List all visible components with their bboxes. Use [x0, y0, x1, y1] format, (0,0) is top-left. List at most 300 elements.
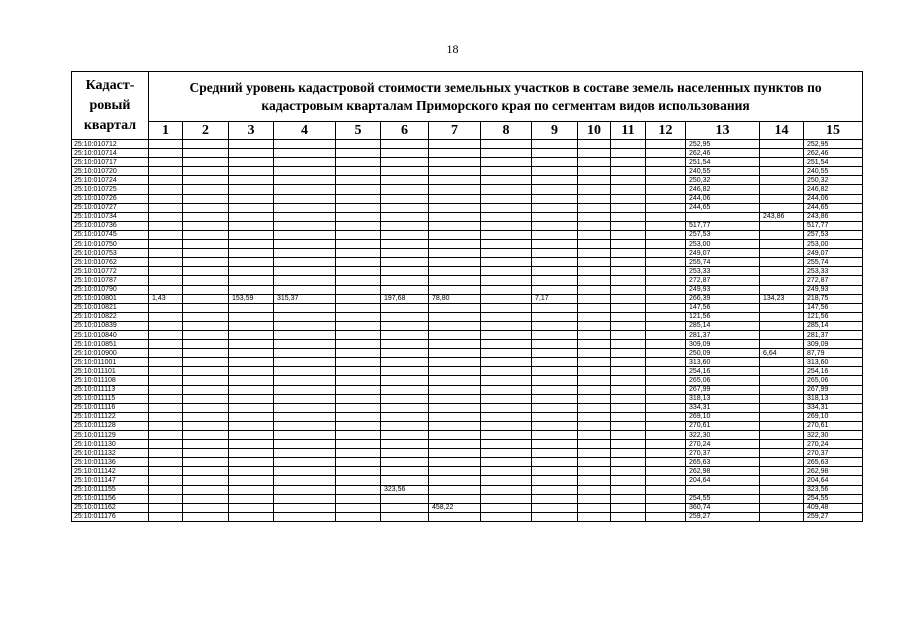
segment-value-col-14 — [760, 503, 804, 512]
segment-value-col-7 — [429, 267, 481, 276]
segment-value-col-1 — [149, 285, 183, 294]
table-row — [72, 385, 863, 394]
segment-value-col-13: 267,99 — [686, 385, 760, 394]
segment-value-col-7 — [429, 358, 481, 367]
segment-value-col-4 — [274, 403, 336, 412]
segment-value-col-4 — [274, 321, 336, 330]
segment-value-col-12 — [646, 330, 686, 339]
segment-value-col-7 — [429, 303, 481, 312]
segment-value-col-4 — [274, 258, 336, 267]
segment-value-col-9 — [532, 458, 578, 467]
segment-value-col-4 — [274, 485, 336, 494]
segment-value-col-3 — [229, 158, 274, 167]
segment-value-col-14 — [760, 431, 804, 440]
segment-value-col-10 — [578, 140, 611, 149]
segment-value-col-14 — [760, 321, 804, 330]
segment-value-col-8 — [481, 321, 532, 330]
segment-value-col-13: 285,14 — [686, 321, 760, 330]
segment-value-col-2 — [183, 194, 229, 203]
segment-value-col-6 — [381, 376, 429, 385]
cadastral-quarter-code: 25:10:010736 — [72, 221, 149, 230]
segment-value-col-13: 255,74 — [686, 258, 760, 267]
segment-value-col-8 — [481, 221, 532, 230]
segment-value-col-9 — [532, 149, 578, 158]
segment-value-col-15: 218,75 — [804, 294, 863, 303]
segment-value-col-1 — [149, 185, 183, 194]
segment-value-col-9 — [532, 330, 578, 339]
segment-value-col-11 — [611, 230, 646, 239]
segment-value-col-14 — [760, 149, 804, 158]
segment-value-col-5 — [336, 167, 381, 176]
segment-value-col-6 — [381, 321, 429, 330]
segment-value-col-10 — [578, 167, 611, 176]
segment-value-col-9 — [532, 140, 578, 149]
segment-value-col-8 — [481, 431, 532, 440]
segment-value-col-9 — [532, 203, 578, 212]
segment-value-col-11 — [611, 412, 646, 421]
segment-value-col-1 — [149, 458, 183, 467]
segment-value-col-11 — [611, 503, 646, 512]
cadastral-quarter-code: 25:10:010851 — [72, 340, 149, 349]
segment-value-col-1 — [149, 321, 183, 330]
segment-value-col-9 — [532, 394, 578, 403]
table-row — [72, 303, 863, 312]
segment-value-col-12 — [646, 403, 686, 412]
segment-value-col-5 — [336, 267, 381, 276]
segment-value-col-5 — [336, 485, 381, 494]
segment-value-col-10 — [578, 258, 611, 267]
table-row — [72, 403, 863, 412]
segment-value-col-3 — [229, 167, 274, 176]
segment-value-col-7 — [429, 458, 481, 467]
segment-value-col-7 — [429, 312, 481, 321]
segment-value-col-2 — [183, 212, 229, 221]
segment-value-col-10 — [578, 503, 611, 512]
segment-value-col-14 — [760, 340, 804, 349]
segment-value-col-13: 252,95 — [686, 140, 760, 149]
segment-value-col-12 — [646, 358, 686, 367]
segment-value-col-6 — [381, 394, 429, 403]
segment-value-col-14 — [760, 367, 804, 376]
segment-value-col-10 — [578, 330, 611, 339]
segment-value-col-5 — [336, 221, 381, 230]
cadastral-quarter-code: 25:10:010725 — [72, 185, 149, 194]
segment-value-col-8 — [481, 176, 532, 185]
segment-value-col-10 — [578, 212, 611, 221]
segment-value-col-2 — [183, 303, 229, 312]
segment-value-col-7 — [429, 221, 481, 230]
segment-value-col-15: 270,37 — [804, 449, 863, 458]
cadastral-quarter-code: 25:10:010717 — [72, 158, 149, 167]
segment-value-col-6 — [381, 267, 429, 276]
segment-value-col-6 — [381, 440, 429, 449]
segment-value-col-11 — [611, 512, 646, 521]
segment-value-col-1 — [149, 494, 183, 503]
segment-value-col-2 — [183, 249, 229, 258]
segment-value-col-4 — [274, 194, 336, 203]
segment-value-col-6 — [381, 431, 429, 440]
table-row — [72, 476, 863, 485]
segment-value-col-1 — [149, 194, 183, 203]
segment-value-col-7 — [429, 185, 481, 194]
segment-value-col-10 — [578, 421, 611, 430]
segment-value-col-2 — [183, 512, 229, 521]
column-number-3: 3 — [229, 122, 274, 140]
segment-value-col-13: 244,06 — [686, 194, 760, 203]
segment-value-col-7 — [429, 167, 481, 176]
segment-value-col-8 — [481, 149, 532, 158]
segment-value-col-3 — [229, 185, 274, 194]
segment-value-col-1 — [149, 203, 183, 212]
segment-value-col-13: 262,46 — [686, 149, 760, 158]
segment-value-col-7 — [429, 176, 481, 185]
segment-value-col-12 — [646, 221, 686, 230]
segment-value-col-3 — [229, 421, 274, 430]
segment-value-col-5 — [336, 330, 381, 339]
segment-value-col-2 — [183, 203, 229, 212]
segment-value-col-15: 254,55 — [804, 494, 863, 503]
cadastral-quarter-code: 25:10:010821 — [72, 303, 149, 312]
segment-value-col-4 — [274, 394, 336, 403]
segment-value-col-8 — [481, 367, 532, 376]
table-row — [72, 376, 863, 385]
table-row — [72, 285, 863, 294]
segment-value-col-12 — [646, 294, 686, 303]
segment-value-col-12 — [646, 494, 686, 503]
segment-value-col-1 — [149, 367, 183, 376]
segment-value-col-9 — [532, 258, 578, 267]
segment-value-col-14 — [760, 258, 804, 267]
segment-value-col-8 — [481, 458, 532, 467]
segment-value-col-4 — [274, 140, 336, 149]
segment-value-col-7 — [429, 385, 481, 394]
segment-value-col-8 — [481, 476, 532, 485]
segment-value-col-3 — [229, 258, 274, 267]
segment-value-col-13: 262,98 — [686, 467, 760, 476]
segment-value-col-6 — [381, 503, 429, 512]
segment-value-col-4 — [274, 149, 336, 158]
segment-value-col-5 — [336, 467, 381, 476]
column-number-7: 7 — [429, 122, 481, 140]
segment-value-col-14 — [760, 203, 804, 212]
segment-value-col-2 — [183, 467, 229, 476]
segment-value-col-8 — [481, 294, 532, 303]
segment-value-col-15: 409,48 — [804, 503, 863, 512]
segment-value-col-11 — [611, 258, 646, 267]
segment-value-col-15: 269,10 — [804, 412, 863, 421]
table-row — [72, 330, 863, 339]
segment-value-col-14 — [760, 276, 804, 285]
segment-value-col-7 — [429, 258, 481, 267]
segment-value-col-5 — [336, 230, 381, 239]
segment-value-col-1 — [149, 394, 183, 403]
segment-value-col-12 — [646, 167, 686, 176]
segment-value-col-11 — [611, 194, 646, 203]
segment-value-col-11 — [611, 385, 646, 394]
segment-value-col-13: 253,00 — [686, 240, 760, 249]
table-row — [72, 276, 863, 285]
segment-value-col-15: 313,60 — [804, 358, 863, 367]
segment-value-col-4 — [274, 467, 336, 476]
segment-value-col-2 — [183, 449, 229, 458]
segment-value-col-8 — [481, 485, 532, 494]
segment-value-col-2 — [183, 385, 229, 394]
table-row — [72, 394, 863, 403]
segment-value-col-1 — [149, 303, 183, 312]
segment-value-col-1 — [149, 249, 183, 258]
segment-value-col-9 — [532, 176, 578, 185]
segment-value-col-13 — [686, 212, 760, 221]
segment-value-col-4 — [274, 212, 336, 221]
segment-value-col-8 — [481, 240, 532, 249]
segment-value-col-12 — [646, 176, 686, 185]
segment-value-col-5 — [336, 340, 381, 349]
segment-value-col-9 — [532, 240, 578, 249]
segment-value-col-2 — [183, 140, 229, 149]
segment-value-col-6 — [381, 303, 429, 312]
segment-value-col-11 — [611, 312, 646, 321]
segment-value-col-8 — [481, 385, 532, 394]
segment-value-col-15: 270,24 — [804, 440, 863, 449]
segment-value-col-7 — [429, 212, 481, 221]
segment-value-col-6 — [381, 349, 429, 358]
segment-value-col-7 — [429, 149, 481, 158]
segment-value-col-13: 270,24 — [686, 440, 760, 449]
segment-value-col-1 — [149, 512, 183, 521]
cadastral-quarter-code: 25:10:011130 — [72, 440, 149, 449]
segment-value-col-11 — [611, 203, 646, 212]
segment-value-col-11 — [611, 449, 646, 458]
segment-value-col-3 — [229, 431, 274, 440]
segment-value-col-13: 281,37 — [686, 330, 760, 339]
segment-value-col-10 — [578, 440, 611, 449]
segment-value-col-11 — [611, 440, 646, 449]
segment-value-col-15: 249,93 — [804, 285, 863, 294]
segment-value-col-1 — [149, 230, 183, 239]
segment-value-col-10 — [578, 458, 611, 467]
table-row — [72, 312, 863, 321]
segment-value-col-1 — [149, 330, 183, 339]
segment-value-col-14 — [760, 140, 804, 149]
segment-value-col-6 — [381, 330, 429, 339]
segment-value-col-7 — [429, 476, 481, 485]
segment-value-col-8 — [481, 412, 532, 421]
segment-value-col-3 — [229, 149, 274, 158]
segment-value-col-4 — [274, 349, 336, 358]
cadastral-quarter-code: 25:10:010840 — [72, 330, 149, 339]
segment-value-col-2 — [183, 276, 229, 285]
segment-value-col-9 — [532, 276, 578, 285]
segment-value-col-9 — [532, 385, 578, 394]
segment-value-col-4 — [274, 267, 336, 276]
segment-value-col-2 — [183, 230, 229, 239]
segment-value-col-9 — [532, 440, 578, 449]
segment-value-col-6: 197,68 — [381, 294, 429, 303]
segment-value-col-4 — [274, 230, 336, 239]
segment-value-col-15: 265,63 — [804, 458, 863, 467]
segment-value-col-6 — [381, 340, 429, 349]
cadastral-quarter-code: 25:10:011176 — [72, 512, 149, 521]
segment-value-col-11 — [611, 167, 646, 176]
segment-value-col-5 — [336, 140, 381, 149]
segment-value-col-9: 7,17 — [532, 294, 578, 303]
segment-value-col-10 — [578, 449, 611, 458]
cadastral-quarter-code: 25:10:010745 — [72, 230, 149, 239]
segment-value-col-7: 458,22 — [429, 503, 481, 512]
table-row — [72, 258, 863, 267]
segment-value-col-1 — [149, 149, 183, 158]
segment-value-col-14 — [760, 330, 804, 339]
segment-value-col-14 — [760, 167, 804, 176]
segment-value-col-14 — [760, 449, 804, 458]
segment-value-col-14 — [760, 194, 804, 203]
segment-value-col-10 — [578, 394, 611, 403]
segment-value-col-13: 272,87 — [686, 276, 760, 285]
segment-value-col-14 — [760, 249, 804, 258]
segment-value-col-3 — [229, 230, 274, 239]
segment-value-col-3 — [229, 412, 274, 421]
segment-value-col-10 — [578, 203, 611, 212]
table-row — [72, 467, 863, 476]
segment-value-col-3 — [229, 394, 274, 403]
cadastral-quarter-code: 25:10:011132 — [72, 449, 149, 458]
segment-value-col-3 — [229, 503, 274, 512]
segment-value-col-10 — [578, 476, 611, 485]
cadastral-quarter-code: 25:10:011162 — [72, 503, 149, 512]
segment-value-col-5 — [336, 185, 381, 194]
segment-value-col-2 — [183, 340, 229, 349]
segment-value-col-2 — [183, 494, 229, 503]
segment-value-col-5 — [336, 385, 381, 394]
segment-value-col-9 — [532, 367, 578, 376]
segment-value-col-15: 265,06 — [804, 376, 863, 385]
segment-value-col-11 — [611, 485, 646, 494]
cadastral-quarter-code: 25:10:011156 — [72, 494, 149, 503]
segment-value-col-12 — [646, 249, 686, 258]
segment-value-col-5 — [336, 358, 381, 367]
segment-value-col-2 — [183, 367, 229, 376]
segment-value-col-14 — [760, 440, 804, 449]
segment-value-col-15: 244,65 — [804, 203, 863, 212]
column-number-2: 2 — [183, 122, 229, 140]
segment-value-col-9 — [532, 194, 578, 203]
segment-value-col-10 — [578, 385, 611, 394]
segment-value-col-4 — [274, 421, 336, 430]
segment-value-col-7 — [429, 367, 481, 376]
segment-value-col-7 — [429, 512, 481, 521]
segment-value-col-12 — [646, 276, 686, 285]
segment-value-col-4 — [274, 431, 336, 440]
table-row — [72, 321, 863, 330]
cadastral-quarter-code: 25:10:011136 — [72, 458, 149, 467]
segment-value-col-3 — [229, 303, 274, 312]
segment-value-col-11 — [611, 467, 646, 476]
segment-value-col-5 — [336, 412, 381, 421]
column-number-15: 15 — [804, 122, 863, 140]
segment-value-col-8 — [481, 449, 532, 458]
segment-value-col-2 — [183, 458, 229, 467]
segment-value-col-2 — [183, 403, 229, 412]
segment-value-col-4 — [274, 385, 336, 394]
column-number-4: 4 — [274, 122, 336, 140]
segment-value-col-13: 250,32 — [686, 176, 760, 185]
segment-value-col-8 — [481, 185, 532, 194]
segment-value-col-15: 257,53 — [804, 230, 863, 239]
segment-value-col-15: 244,06 — [804, 194, 863, 203]
segment-value-col-4 — [274, 312, 336, 321]
segment-value-col-13: 253,33 — [686, 267, 760, 276]
segment-value-col-13: 270,37 — [686, 449, 760, 458]
segment-value-col-2 — [183, 330, 229, 339]
segment-value-col-12 — [646, 458, 686, 467]
segment-value-col-11 — [611, 340, 646, 349]
segment-value-col-11 — [611, 494, 646, 503]
segment-value-col-15: 121,56 — [804, 312, 863, 321]
segment-value-col-2 — [183, 421, 229, 430]
segment-value-col-12 — [646, 467, 686, 476]
segment-value-col-15: 253,33 — [804, 267, 863, 276]
segment-value-col-14: 243,86 — [760, 212, 804, 221]
segment-value-col-10 — [578, 467, 611, 476]
segment-value-col-5 — [336, 394, 381, 403]
segment-value-col-14 — [760, 512, 804, 521]
segment-value-col-6 — [381, 249, 429, 258]
column-number-14: 14 — [760, 122, 804, 140]
segment-value-col-15: 318,13 — [804, 394, 863, 403]
segment-value-col-13: 240,55 — [686, 167, 760, 176]
table-row — [72, 494, 863, 503]
segment-value-col-8 — [481, 340, 532, 349]
segment-value-col-12 — [646, 203, 686, 212]
segment-value-col-2 — [183, 149, 229, 158]
cadastral-quarter-code: 25:10:010787 — [72, 276, 149, 285]
cadastral-quarter-code: 25:10:011115 — [72, 394, 149, 403]
segment-value-col-2 — [183, 485, 229, 494]
segment-value-col-1 — [149, 403, 183, 412]
segment-value-col-7 — [429, 431, 481, 440]
segment-value-col-14 — [760, 303, 804, 312]
segment-value-col-5 — [336, 285, 381, 294]
table-row — [72, 158, 863, 167]
segment-value-col-1 — [149, 340, 183, 349]
segment-value-col-8 — [481, 249, 532, 258]
segment-value-col-10 — [578, 176, 611, 185]
segment-value-col-13: 318,13 — [686, 394, 760, 403]
segment-value-col-2 — [183, 167, 229, 176]
segment-value-col-2 — [183, 394, 229, 403]
cadastral-quarter-code: 25:10:010839 — [72, 321, 149, 330]
segment-value-col-15: 322,30 — [804, 431, 863, 440]
segment-value-col-10 — [578, 194, 611, 203]
segment-value-col-4 — [274, 476, 336, 485]
segment-value-col-15: 251,54 — [804, 158, 863, 167]
segment-value-col-12 — [646, 385, 686, 394]
segment-value-col-9 — [532, 512, 578, 521]
column-number-1: 1 — [149, 122, 183, 140]
segment-value-col-2 — [183, 358, 229, 367]
cadastral-quarter-code: 25:10:011108 — [72, 376, 149, 385]
segment-value-col-1 — [149, 176, 183, 185]
segment-value-col-7 — [429, 340, 481, 349]
segment-value-col-7 — [429, 230, 481, 239]
segment-value-col-15: 249,07 — [804, 249, 863, 258]
segment-value-col-11 — [611, 285, 646, 294]
segment-value-col-15: 262,98 — [804, 467, 863, 476]
segment-value-col-7 — [429, 376, 481, 385]
segment-value-col-5 — [336, 212, 381, 221]
segment-value-col-1 — [149, 276, 183, 285]
segment-value-col-15: 281,37 — [804, 330, 863, 339]
